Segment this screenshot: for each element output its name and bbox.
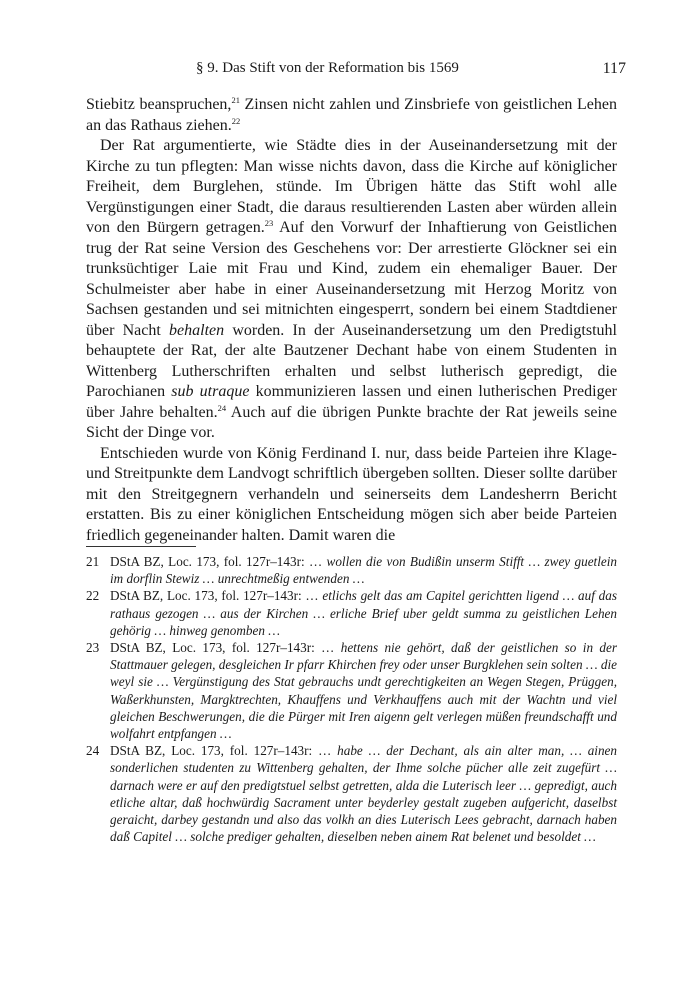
footnote-source: DStA BZ, Loc. 173, fol. 127r–143r: …	[110, 743, 338, 759]
footnote-ref-21: 21	[231, 95, 240, 105]
text-run: kommunizieren lassen und einen lutherischen Prediger über Jahre behalten.	[86, 383, 618, 421]
footnote-24	[86, 742, 617, 845]
paragraph-1	[86, 95, 617, 136]
italic-term: behalten	[169, 321, 225, 339]
text-run: Auf den Vorwurf der Inhaftierung von Geistlichen trug der Rat seine Version des Geschehens vor: Der arrestierte Glöckner sei ein trunksüchtiger Laie mit Frau und Kind, zudem ein ehemaliger Bauer. Der Schulmeister aber habe in einer Auseinandersetzung mit Herzog Moritz von Sachsen gestanden und sei mitnichten eingesperrt, sondern bei einem Stadtdiener über Nacht	[86, 219, 618, 339]
text-run: Stiebitz beanspruchen,	[86, 96, 232, 113]
footnote-quote: wollen die von Budißin unserm Stifft … zwey guetlein im dorflin Stewiz … unrechtmeßig entwenden …	[110, 554, 617, 587]
footnote-23	[86, 639, 617, 742]
footnote-number: 24	[86, 743, 100, 759]
footnote-number: 23	[86, 640, 100, 656]
paragraph-3: Entschieden wurde von König Ferdinand I. nur, dass beide Parteien ihre Klage- und Streitpunkte dem Landvogt schriftlich übergeben sollten. Dieser sollte darüber mit den Streitgegnern verhandeln und seinerseits dem Landesherrn Bericht erstatten. Bis zu einer königlichen Entscheidung mögen sich aber beide Parteien friedlich gegeneinander halten. Damit waren die	[86, 444, 617, 544]
footnote-ref-22: 22	[231, 115, 241, 126]
paragraph-2	[86, 136, 617, 444]
italic-term: sub utraque	[171, 383, 250, 400]
page-header	[86, 60, 626, 82]
footnote-number: 21	[86, 554, 100, 569]
footnote-21	[86, 553, 617, 587]
footnote-22	[86, 587, 617, 639]
running-head: § 9. Das Stift von der Reformation bis 1569	[196, 60, 459, 76]
main-text	[86, 95, 617, 546]
text-run: Der Rat argumentierte, wie Städte dies in der Auseinandersetzung mit der Kirche zu tun pflegten: Man wisse nichts davon, dass die Kirche auf königlicher Freiheit, dem Burglehen, stünde. Im Übrigen hätte das Stift wohl alle Vergünstigungen einer Stadt, die daraus resultierenden Lasten aber würden allein von den Bürgern getragen.	[86, 137, 617, 236]
page-number: 117	[602, 60, 626, 77]
footnote-quote: hettens nie gehört, daß der geistlichen so in der Stattmauer gelegen, desgleichen Ir pfarr Khirchen frey oder unser Burgklehen sein solten … die weyl sie … Vergünstigung des Stat gebrauchs undt gerechtigkeiten an Wegen Stegen, Prüggen, Waßerkhunsten, Margktrechten, Khauffens und Verkhauffens auch mit der Wachtn und viel gleichen Beschwerungen, die die Pürger mit Iren aigenn gelt verlegen müßen freundschafft und wolfahrt entpfangen …	[110, 640, 617, 742]
footnote-separator	[86, 546, 196, 547]
footnote-source: DStA BZ, Loc. 173, fol. 127r–143r: …	[110, 554, 327, 569]
footnote-quote: habe … der Dechant, als ain alter man, … ainen sonderlichen studenten zu Wittenberg gehalten, der Ihme solche pücher alle zeit zugefürt … darnach were er auf den predigtstuel selbst getretten, alda die Luterisch leer … gepredigt, auch etliche altar, daß hochwürdig Sacrament unter beyderley gestalt zugeben aufgericht, daselbst geraicht, darbey gestandn und also das volkh an dies Luterisch Lees gebracht, darnach haben daß Capitel … solche prediger gehalten, dieselben neben ainem Rat belenet und besoldet …	[110, 743, 617, 845]
footnote-number: 22	[86, 588, 100, 604]
text-run: Auch auf die übrigen Punkte brachte der Rat jeweils seine Sicht der Dinge vor.	[86, 403, 617, 441]
text-run: worden. In der Auseinandersetzung um den Predigtstuhl behauptete der Rat, der alte Bautzener Dechant habe von einem Studenten in Wittenberg Lutherschriften erhalten und selbst lutherisch gepredigt, die Parochianen	[86, 321, 617, 400]
footnote-quote: etlichs gelt das am Capitel gerichtten ligend … auf das rathaus gezogen … aus der Kirchen … erliche Brief uber geldt summa zu geistlichen Lehen gehörig … hinweg genomben …	[110, 588, 617, 638]
text-run: Zinsen nicht zahlen und Zinsbriefe von geistlichen Lehen an das Rathaus ziehen.	[86, 96, 618, 134]
footnotes	[86, 553, 617, 845]
footnote-ref-23: 23	[264, 218, 274, 228]
footnote-source: DStA BZ, Loc. 173, fol. 127r–143r: …	[110, 588, 323, 604]
footnote-ref-24: 24	[217, 402, 227, 413]
footnote-source: DStA BZ, Loc. 173, fol. 127r–143r: …	[110, 640, 341, 656]
